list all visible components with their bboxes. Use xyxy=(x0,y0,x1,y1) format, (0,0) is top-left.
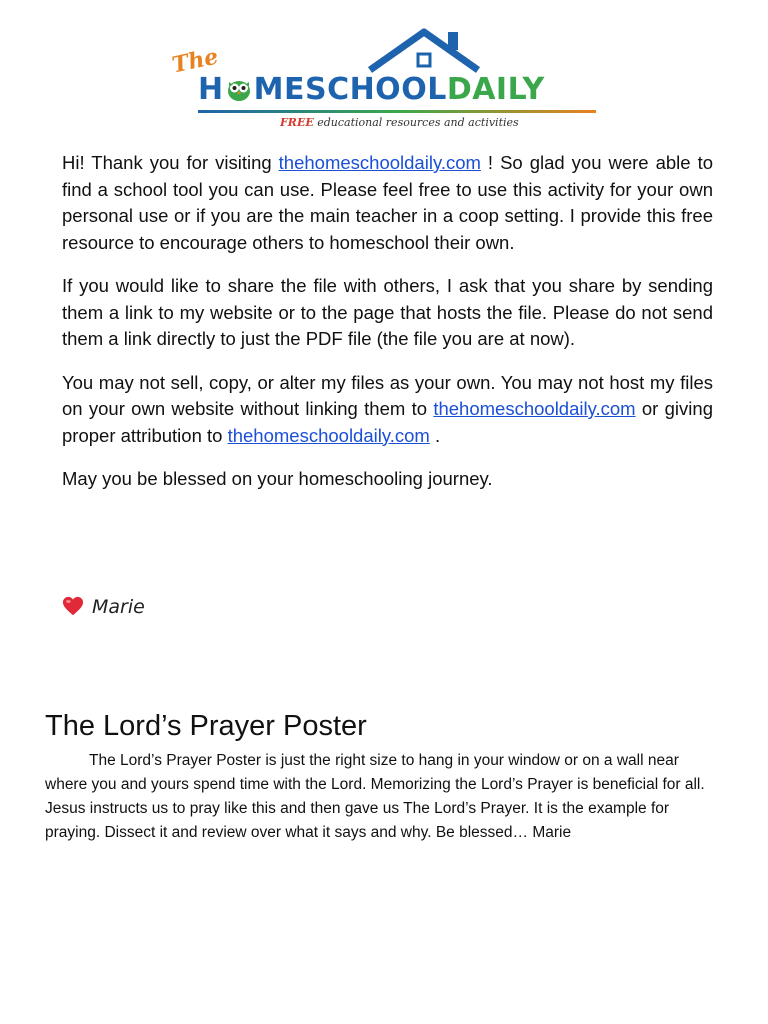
house-roof-icon xyxy=(364,26,484,74)
logo-underline xyxy=(198,110,596,113)
section-title: The Lord’s Prayer Poster xyxy=(45,710,367,742)
logo-letter-h: H xyxy=(198,72,224,107)
intro-paragraph-3: You may not sell, copy, or alter my files as your own. You may not host my files on your own website without linking them to thehomeschooldaily.com or giving proper attribution to thehomeschooldaily.com . xyxy=(62,371,713,446)
section-body: The Lord’s Prayer Poster is just the right size to hang in your window or on a wall near where you and yours spend time with the Lord. Memorizing the Lord’s Prayer is beneficial for all. Jesus instructs us to pray like this and then gave us The Lord’s Prayer. It is the example for praying. Dissect it and review over what it says and why. Be blessed… Marie xyxy=(45,752,705,841)
website-link[interactable]: thehomeschooldaily.com xyxy=(278,152,481,173)
logo-the-text: The xyxy=(169,43,221,79)
website-link[interactable]: thehomeschooldaily.com xyxy=(227,424,430,446)
signature xyxy=(62,592,145,622)
intro-paragraph-4: May you be blessed on your homeschooling journey. xyxy=(62,468,493,489)
owl-icon xyxy=(226,76,252,102)
intro-paragraph-2: If you would like to share the file with others, I ask that you share by sending them a link to my website or to the page that hosts the file. Please do not send them a link directly to just the PDF file (the file you are at now). xyxy=(62,275,713,349)
logo-tagline: FREE educational resources and activities xyxy=(280,116,519,129)
intro-paragraph-1: Hi! Thank you for visiting thehomeschooldaily.com ! So glad you were able to find a school tool you can use. Please feel free to use this activity for your own personal use or if you are the main teacher in a coop setting. I provide this free resource to encourage others to homeschool their own. xyxy=(62,152,714,253)
intro-text xyxy=(62,150,713,510)
logo-daily: DAILY xyxy=(446,72,545,107)
website-link[interactable]: thehomeschooldaily.com xyxy=(433,398,636,419)
site-logo xyxy=(168,26,608,136)
heart-icon xyxy=(62,596,84,618)
signature-name: Marie xyxy=(92,596,145,618)
logo-meschool: MESCHOOL xyxy=(253,72,447,107)
